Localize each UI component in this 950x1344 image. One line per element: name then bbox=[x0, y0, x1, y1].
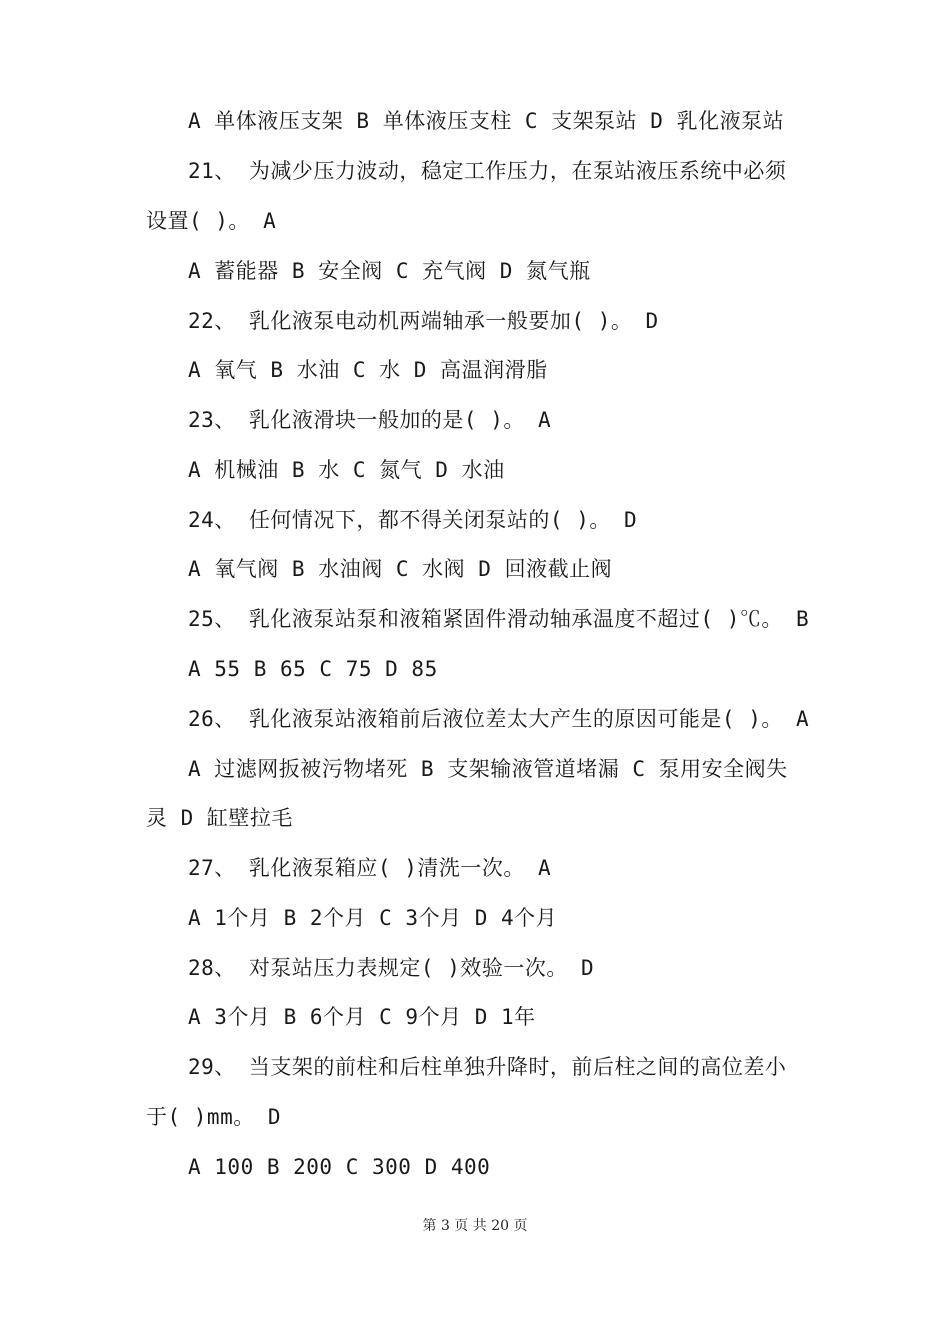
question-line: 26、 乳化液泵站液箱前后液位差太大产生的原因可能是( )。 A bbox=[188, 707, 810, 731]
option-line: A 氧气 B 水油 C 水 D 高温润滑脂 bbox=[188, 358, 548, 382]
option-line: A 55 B 65 C 75 D 85 bbox=[188, 657, 438, 681]
option-line: A 3个月 B 6个月 C 9个月 D 1年 bbox=[188, 1005, 536, 1029]
question-continuation: 设置( )。 A bbox=[146, 209, 277, 233]
page-footer: 第 3 页 共 20 页 bbox=[422, 1218, 528, 1234]
option-line: A 1个月 B 2个月 C 3个月 D 4个月 bbox=[188, 906, 558, 930]
question-continuation: 于( )mm。 D bbox=[146, 1105, 282, 1129]
option-line: A 氧气阀 B 水油阀 C 水阀 D 回液截止阀 bbox=[188, 557, 613, 581]
question-line: 27、 乳化液泵箱应( )清洗一次。 A bbox=[188, 856, 552, 880]
option-line: A 过滤网扳被污物堵死 B 支架输液管道堵漏 C 泵用安全阀失 bbox=[188, 757, 788, 781]
option-line: A 100 B 200 C 300 D 400 bbox=[188, 1155, 491, 1179]
question-line: 28、 对泵站压力表规定( )效验一次。 D bbox=[188, 956, 595, 980]
option-line: A 机械油 B 水 C 氮气 D 水油 bbox=[188, 458, 505, 482]
question-line: 24、 任何情况下，都不得关闭泵站的( )。 D bbox=[188, 508, 638, 532]
question-line: 23、 乳化液滑块一般加的是( )。 A bbox=[188, 408, 552, 432]
question-line: 22、 乳化液泵电动机两端轴承一般要加( )。 D bbox=[188, 309, 659, 333]
question-line: 29、 当支架的前柱和后柱单独升降时，前后柱之间的高位差小 bbox=[188, 1055, 787, 1079]
option-line: A 蓄能器 B 安全阀 C 充气阀 D 氮气瓶 bbox=[188, 259, 591, 283]
question-line: 21、 为减少压力波动，稳定工作压力，在泵站液压系统中必须 bbox=[188, 159, 787, 183]
question-line: 25、 乳化液泵站泵和液箱紧固件滑动轴承温度不超过( )℃。 B bbox=[188, 607, 810, 631]
option-continuation: 灵 D 缸壁拉毛 bbox=[146, 806, 293, 830]
option-line: A 单体液压支架 B 单体液压支柱 C 支架泵站 D 乳化液泵站 bbox=[188, 109, 785, 133]
